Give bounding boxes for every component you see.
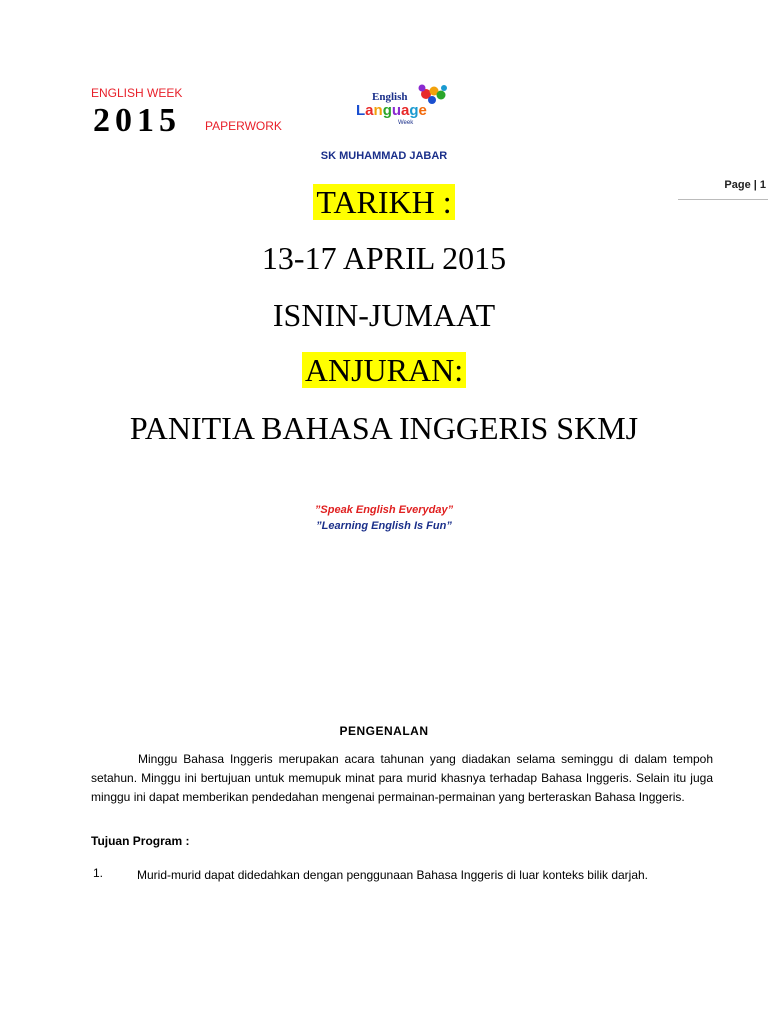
logo-text-english: English	[372, 91, 408, 103]
year-heading: 2015	[93, 102, 181, 139]
logo-letter: a	[365, 102, 374, 119]
organizer-name: PANITIA BAHASA INGGERIS SKMJ	[129, 410, 639, 446]
organizer-label: ANJURAN:	[302, 352, 466, 388]
date-label-line	[0, 182, 768, 222]
slogan-speak-english: ”Speak English Everyday”	[314, 504, 454, 516]
logo-letter: e	[418, 102, 427, 119]
logo-text-language	[356, 102, 427, 119]
intro-paragraph: Minggu Bahasa Inggeris merupakan acara tahunan yang diadakan selama seminggu di dalam tempoh setahun. Minggu ini bertujuan untuk memupuk minat para murid khasnya terhadap Bahasa Inggeris. Selain itu juga minggu ini dapat memberikan pendedahan mengenai permainan-permainan yang berteraskan Bahasa Inggeris.	[91, 752, 713, 804]
goal-item-number: 1.	[93, 866, 104, 880]
slogan-learning-fun: ”Learning English Is Fun”	[316, 520, 452, 532]
page-number: Page | 1	[724, 179, 766, 191]
intro-heading: PENGENALAN	[339, 724, 429, 738]
english-language-week-logo	[350, 84, 450, 130]
logo-letter: u	[391, 102, 402, 119]
goals-heading: Tujuan Program :	[91, 834, 190, 848]
logo-letter: n	[373, 102, 383, 119]
logo-letter: L	[356, 102, 366, 119]
event-label: ENGLISH WEEK	[91, 86, 183, 100]
date-value: 13-17 APRIL 2015	[261, 240, 507, 276]
school-name: SK MUHAMMAD JABAR	[320, 150, 448, 162]
organizer-label-line	[0, 350, 768, 390]
logo-letter: a	[401, 102, 410, 119]
doc-type-label: PAPERWORK	[205, 119, 282, 133]
logo-text-week: Week	[398, 120, 414, 126]
logo-letter: g	[409, 102, 419, 119]
logo-letter: g	[382, 102, 392, 119]
date-label: TARIKH :	[313, 184, 454, 220]
days-value: ISNIN-JUMAAT	[272, 297, 496, 333]
goal-item-text: Murid-murid dapat didedahkan dengan penggunaan Bahasa Inggeris di luar konteks bilik darjah.	[137, 868, 649, 882]
